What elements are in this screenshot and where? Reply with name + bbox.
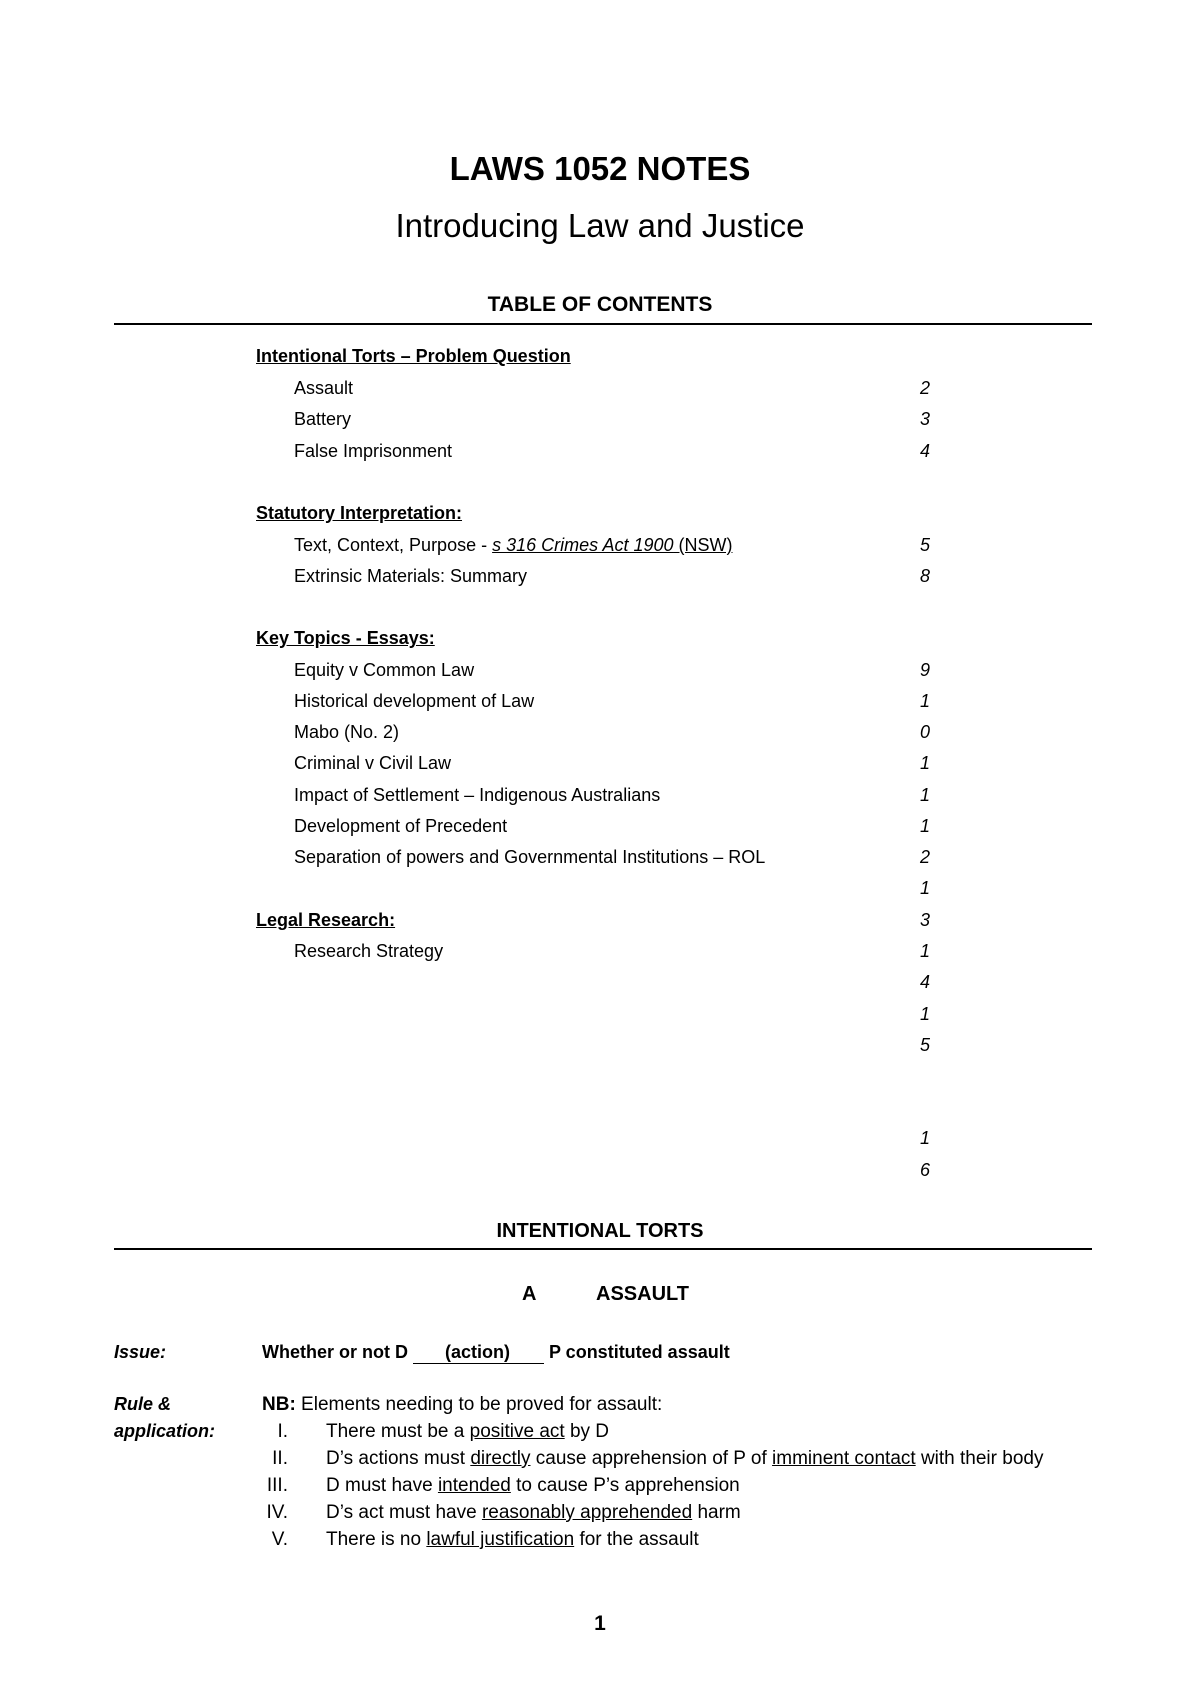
toc-page-number: 1 bbox=[919, 941, 930, 961]
assault-element-2: D’s actions must directly cause apprehension of P of imminent contact with their body bbox=[326, 1448, 1044, 1469]
toc-page-number: 1 bbox=[919, 785, 930, 805]
toc-divider bbox=[114, 323, 1092, 325]
toc-page-number: 5 bbox=[919, 1035, 930, 1055]
toc-page-number: 1 bbox=[919, 1128, 930, 1148]
toc-page-number: 3 bbox=[919, 910, 930, 930]
toc-item-criminal-civil[interactable]: Criminal v Civil Law bbox=[294, 753, 452, 773]
toc-item-extrinsic-materials[interactable]: Extrinsic Materials: Summary bbox=[294, 566, 528, 586]
toc-page-number: 2 bbox=[919, 378, 930, 398]
element-numeral: I. bbox=[277, 1421, 288, 1442]
rule-label: Rule & bbox=[114, 1394, 172, 1414]
toc-item-mabo[interactable]: Mabo (No. 2) bbox=[294, 722, 400, 742]
toc-page-number: 9 bbox=[919, 660, 930, 680]
toc-item-impact-of-settlement[interactable]: Impact of Settlement – Indigenous Australians bbox=[294, 785, 661, 805]
toc-page-number: 1 bbox=[919, 691, 930, 711]
statute-link[interactable]: s 316 Crimes Act 1900 (NSW) bbox=[492, 535, 733, 555]
toc-page-number: 1 bbox=[919, 878, 930, 898]
assault-element-3: D must have intended to cause P’s apprehension bbox=[326, 1475, 740, 1496]
toc-item-separation-of-powers[interactable]: Separation of powers and Governmental Institutions – ROL bbox=[294, 847, 766, 867]
document-title: LAWS 1052 NOTES bbox=[449, 150, 751, 187]
action-blank: (action) bbox=[413, 1342, 544, 1364]
element-numeral: II. bbox=[272, 1448, 288, 1469]
toc-page-number: 2 bbox=[919, 847, 930, 867]
subsection-title: ASSAULT bbox=[596, 1283, 689, 1305]
element-numeral: V. bbox=[271, 1529, 288, 1550]
toc-page-number: 1 bbox=[919, 753, 930, 773]
toc-heading: TABLE OF CONTENTS bbox=[487, 293, 713, 316]
toc-item-text-context-purpose[interactable] bbox=[294, 535, 733, 556]
toc-item-research-strategy[interactable]: Research Strategy bbox=[294, 941, 444, 961]
element-numeral: III. bbox=[266, 1475, 288, 1496]
toc-page-number: 3 bbox=[919, 409, 930, 429]
issue-label: Issue: bbox=[114, 1342, 167, 1362]
element-numeral: IV. bbox=[266, 1502, 288, 1523]
application-label: application: bbox=[114, 1421, 216, 1441]
subsection-letter: A bbox=[522, 1283, 537, 1305]
page-number: 1 bbox=[594, 1612, 606, 1635]
toc-item-equity[interactable]: Equity v Common Law bbox=[294, 660, 475, 680]
toc-page-number: 1 bbox=[919, 1004, 930, 1024]
toc-item-text: Text, Context, Purpose - bbox=[294, 535, 493, 555]
toc-page-number: 0 bbox=[919, 722, 930, 742]
nb-line: NB: Elements needing to be proved for assault: bbox=[262, 1394, 663, 1415]
toc-page-number: 4 bbox=[919, 441, 930, 461]
toc-category-intentional-torts[interactable]: Intentional Torts – Problem Question bbox=[256, 346, 571, 366]
toc-category-key-topics[interactable]: Key Topics - Essays: bbox=[256, 628, 435, 648]
toc-page-number: 4 bbox=[919, 972, 930, 992]
toc-item-battery[interactable]: Battery bbox=[294, 409, 352, 429]
toc-item-precedent[interactable]: Development of Precedent bbox=[294, 816, 508, 836]
assault-element-4: D’s act must have reasonably apprehended harm bbox=[326, 1502, 741, 1523]
toc-category-legal-research[interactable]: Legal Research: bbox=[256, 910, 396, 930]
issue-statement: Whether or not D (action) P constituted assault bbox=[262, 1342, 730, 1362]
toc-item-historical-development[interactable]: Historical development of Law bbox=[294, 691, 535, 711]
toc-page-number: 5 bbox=[919, 535, 930, 555]
toc-item-false-imprisonment[interactable]: False Imprisonment bbox=[294, 441, 453, 461]
toc-category-statutory-interpretation[interactable]: Statutory Interpretation: bbox=[256, 503, 463, 523]
toc-page-number: 8 bbox=[919, 566, 930, 586]
assault-element-1: There must be a positive act by D bbox=[326, 1421, 610, 1442]
section-heading: INTENTIONAL TORTS bbox=[496, 1220, 704, 1242]
toc-page-number: 1 bbox=[919, 816, 930, 836]
document-subtitle: Introducing Law and Justice bbox=[395, 207, 805, 244]
assault-element-5: There is no lawful justification for the assault bbox=[326, 1529, 699, 1550]
toc-item-assault[interactable]: Assault bbox=[294, 378, 354, 398]
section-divider bbox=[114, 1248, 1092, 1250]
toc-page-number: 6 bbox=[919, 1160, 930, 1180]
